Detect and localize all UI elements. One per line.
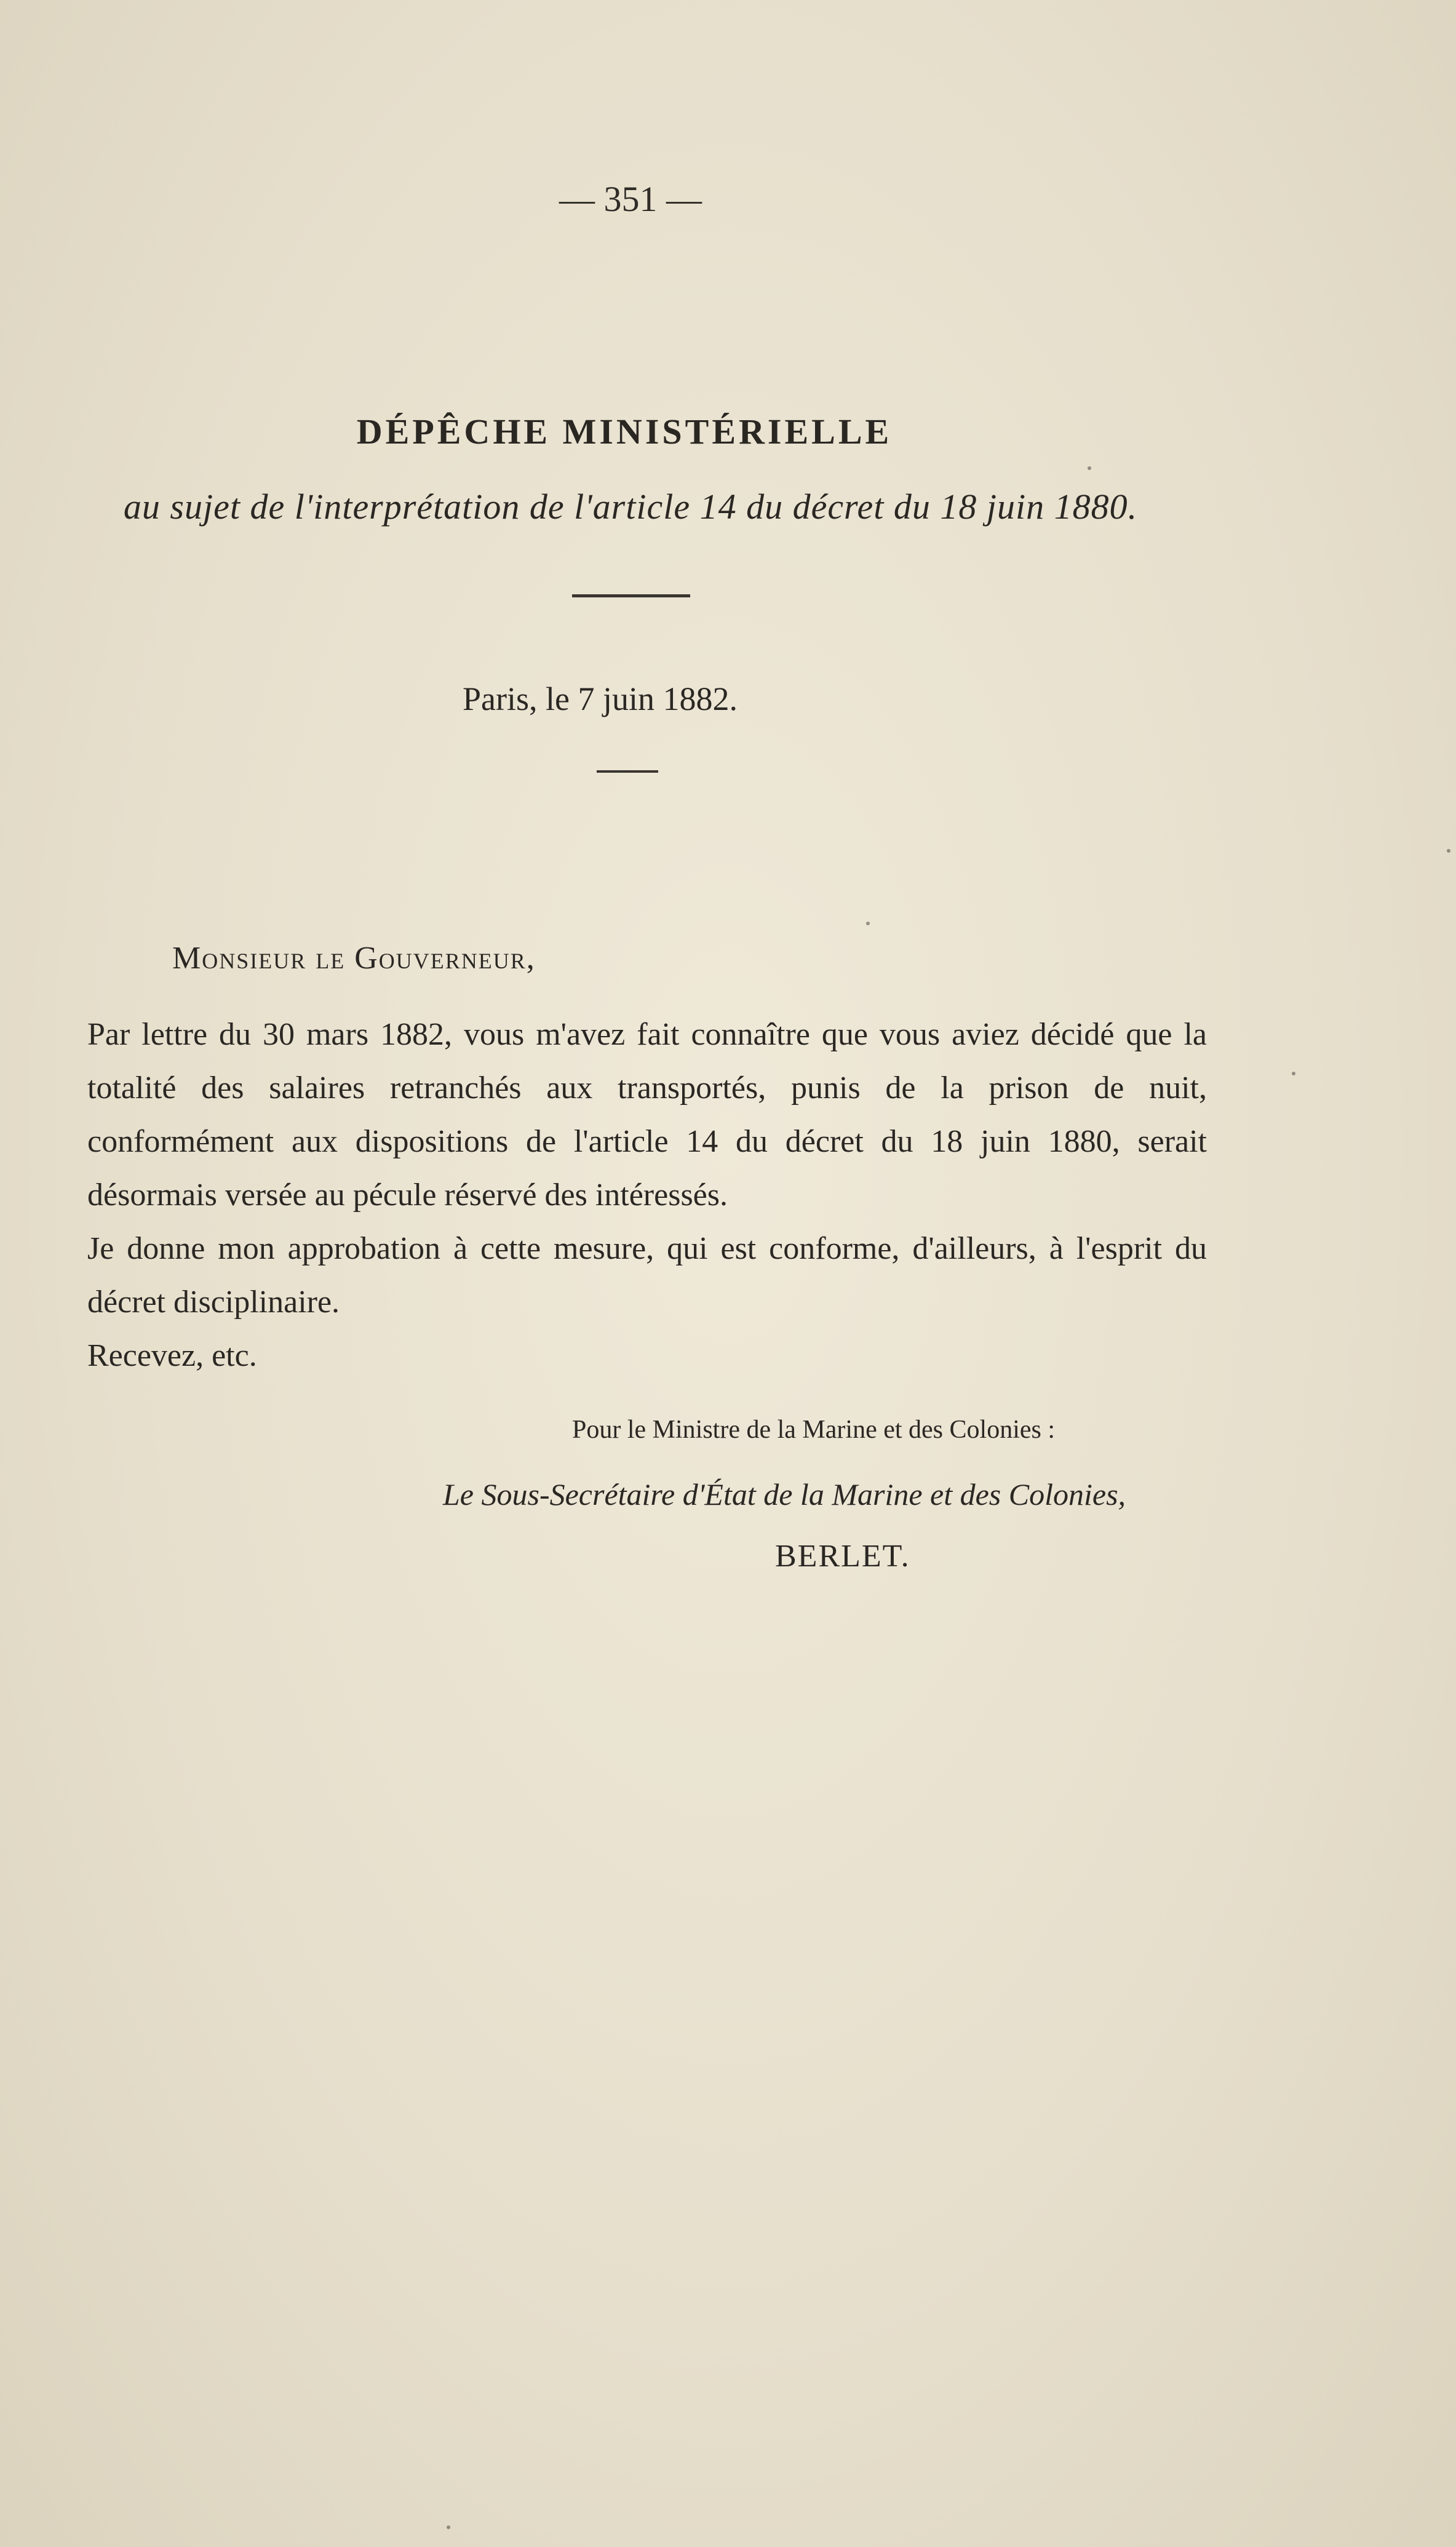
paragraph-text: Recevez, etc. <box>87 1338 257 1373</box>
paper-speck <box>1447 849 1450 853</box>
dateline: Paris, le 7 juin 1882. <box>463 680 738 717</box>
document-title: DÉPÊCHE MINISTÉRIELLE <box>356 412 893 452</box>
signature-name: BERLET. <box>775 1539 910 1574</box>
signature-title: Le Sous-Secrétaire d'État de la Marine et des Colonies, <box>443 1477 1126 1512</box>
paragraph-text: Je donne mon approbation à cette mesure, qui est conforme, d'ailleurs, à l'esprit du décret disciplinaire. <box>87 1231 1207 1320</box>
paper-speck <box>447 2525 450 2529</box>
dateline-divider <box>597 770 658 773</box>
salutation: Monsieur le Gouverneur, <box>172 941 536 976</box>
paper-speck <box>1088 466 1091 470</box>
page-number: — 351 — <box>559 179 702 219</box>
body-paragraph-3 <box>87 1329 1207 1382</box>
signature-authority: Pour le Ministre de la Marine et des Colonies : <box>572 1416 1056 1444</box>
paper-speck <box>866 922 870 925</box>
document-subtitle: au sujet de l'interprétation de l'article 14 du décret du 18 juin 1880. <box>123 487 1138 527</box>
body-paragraph-2 <box>87 1222 1207 1329</box>
paragraph-text: Par lettre du 30 mars 1882, vous m'avez fait connaître que vous aviez décidé que la totalité des salaires retranchés aux transportés, punis de la prison de nuit, conformément aux dispositions de l'article 14 du décret du 18 juin 1880, serait désormais versée au pécule réservé des intéressés. <box>87 1017 1207 1213</box>
title-divider <box>572 594 690 597</box>
paper-speck <box>1292 1072 1295 1075</box>
body-paragraph-1 <box>87 1008 1207 1222</box>
